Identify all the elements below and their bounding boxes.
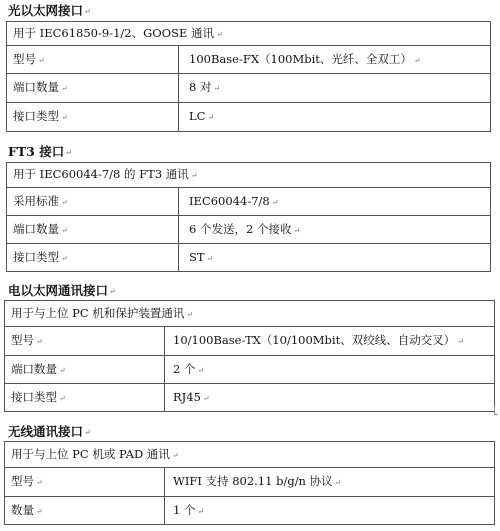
cell-end-mark-icon: ↵: [38, 55, 45, 65]
cell-end-mark-icon: ↵: [197, 365, 205, 375]
value-cell: ST ↵: [179, 244, 491, 272]
cell-end-mark-icon: ↵: [186, 309, 194, 319]
table-row: [5, 301, 495, 327]
label-cell: 端口数量 ↵: [5, 356, 165, 384]
spec-table: [4, 300, 495, 412]
description-cell: 用于 IEC60044-7/8 的 FT3 通讯 ↵: [7, 163, 491, 188]
label-cell: 接口类型 ↵: [7, 103, 179, 132]
section-title: 无线通讯接口↵: [8, 424, 91, 439]
table-row: [7, 22, 491, 46]
section-ft3: [0, 142, 500, 278]
cell-end-mark-icon: ↵: [457, 337, 464, 346]
value-cell: 8 对 ↵: [179, 74, 491, 103]
table-row: [7, 188, 491, 216]
paragraph-mark-icon: ↵: [84, 6, 91, 16]
cell-end-mark-icon: ↵: [61, 113, 68, 122]
cell-end-mark-icon: ↵: [413, 55, 421, 65]
value-cell: IEC60044-7/8 ↵: [179, 188, 491, 216]
section-title: 电以太网通讯接口↵: [8, 283, 116, 298]
value-cell: WIFI 支持 802.11 b/g/n 协议 ↵: [165, 468, 495, 497]
cell-end-mark-icon: ↵: [61, 225, 68, 235]
label-cell: 接口类型 ↵: [7, 244, 179, 272]
section-title: 光以太网接口↵: [8, 3, 91, 18]
cell-end-mark-icon: ↵: [61, 253, 68, 263]
label-cell: 采用标准 ↵: [7, 188, 179, 216]
spec-table: [6, 162, 491, 272]
table-row: [5, 327, 495, 356]
section-electrical-ethernet: [0, 278, 500, 418]
cell-end-mark-icon: ↵: [59, 365, 66, 375]
paragraph-mark-icon: ↵: [109, 286, 116, 296]
table-row: [5, 384, 495, 412]
cell-end-mark-icon: ↵: [202, 393, 210, 403]
cell-end-mark-icon: ↵: [334, 478, 342, 487]
spec-table: [6, 21, 491, 132]
value-cell: LC ↵: [179, 103, 491, 132]
label-cell: 型号 ↵: [7, 46, 179, 74]
section-title: FT3 接口↵: [8, 144, 72, 159]
cell-end-mark-icon: ↵: [293, 225, 301, 235]
cell-end-mark-icon: ↵: [271, 197, 279, 207]
cell-end-mark-icon: ↵: [216, 29, 223, 39]
value-cell: 100Base-FX（100Mbit、光纤、全双工） ↵: [179, 46, 491, 74]
paragraph-mark-icon: ↵: [65, 147, 72, 157]
description-cell: 用于与上位 PC 机和保护装置通讯 ↵: [5, 301, 495, 327]
label-cell: 型号 ↵: [5, 468, 165, 497]
cell-end-mark-icon: ↵: [36, 478, 43, 487]
value-cell: 6 个发送，2 个接收 ↵: [179, 216, 491, 244]
cell-end-mark-icon: ↵: [171, 450, 179, 460]
label-cell: 接口类型 ↵: [5, 384, 165, 412]
table-row: [7, 216, 491, 244]
value-cell: RJ45 ↵: [165, 384, 495, 412]
cell-end-mark-icon: ↵: [213, 84, 221, 93]
table-row: [7, 46, 491, 74]
cell-end-mark-icon: ↵: [61, 84, 68, 93]
table-row: [7, 103, 491, 132]
label-cell: 数量 ↵: [5, 497, 165, 525]
table-row: [7, 163, 491, 188]
spec-table: [4, 441, 495, 525]
paragraph-mark-icon: ↵: [84, 427, 91, 437]
label-cell: 端口数量 ↵: [7, 74, 179, 103]
cell-end-mark-icon: ↵: [36, 506, 43, 516]
cell-end-mark-icon: ↵: [197, 506, 205, 516]
value-cell: 1 个 ↵: [165, 497, 495, 525]
table-row: [7, 74, 491, 103]
value-cell: 10/100Base-TX（10/100Mbit、双绞线、自动交叉） ↵: [165, 327, 495, 356]
table-row: [5, 356, 495, 384]
table-row: [5, 497, 495, 525]
cell-end-mark-icon: ↵: [206, 253, 214, 263]
cell-end-mark-icon: ↵: [36, 337, 43, 346]
table-row: [7, 244, 491, 272]
table-row: [5, 442, 495, 468]
section-optical-ethernet: [0, 0, 500, 142]
table-row: [5, 468, 495, 497]
cell-end-mark-icon: ↵: [61, 197, 68, 207]
cell-end-mark-icon: ↵: [207, 113, 215, 122]
section-wireless: [0, 418, 500, 531]
value-cell: 2 个 ↵: [165, 356, 495, 384]
description-cell: 用于与上位 PC 机或 PAD 通讯 ↵: [5, 442, 495, 468]
cell-end-mark-icon: ↵: [59, 393, 66, 403]
description-cell: 用于 IEC61850-9-1/2、GOOSE 通讯 ↵: [7, 22, 491, 46]
label-cell: 型号 ↵: [5, 327, 165, 356]
margin-corner-mark: [494, 406, 498, 415]
label-cell: 端口数量 ↵: [7, 216, 179, 244]
cell-end-mark-icon: ↵: [190, 171, 198, 180]
